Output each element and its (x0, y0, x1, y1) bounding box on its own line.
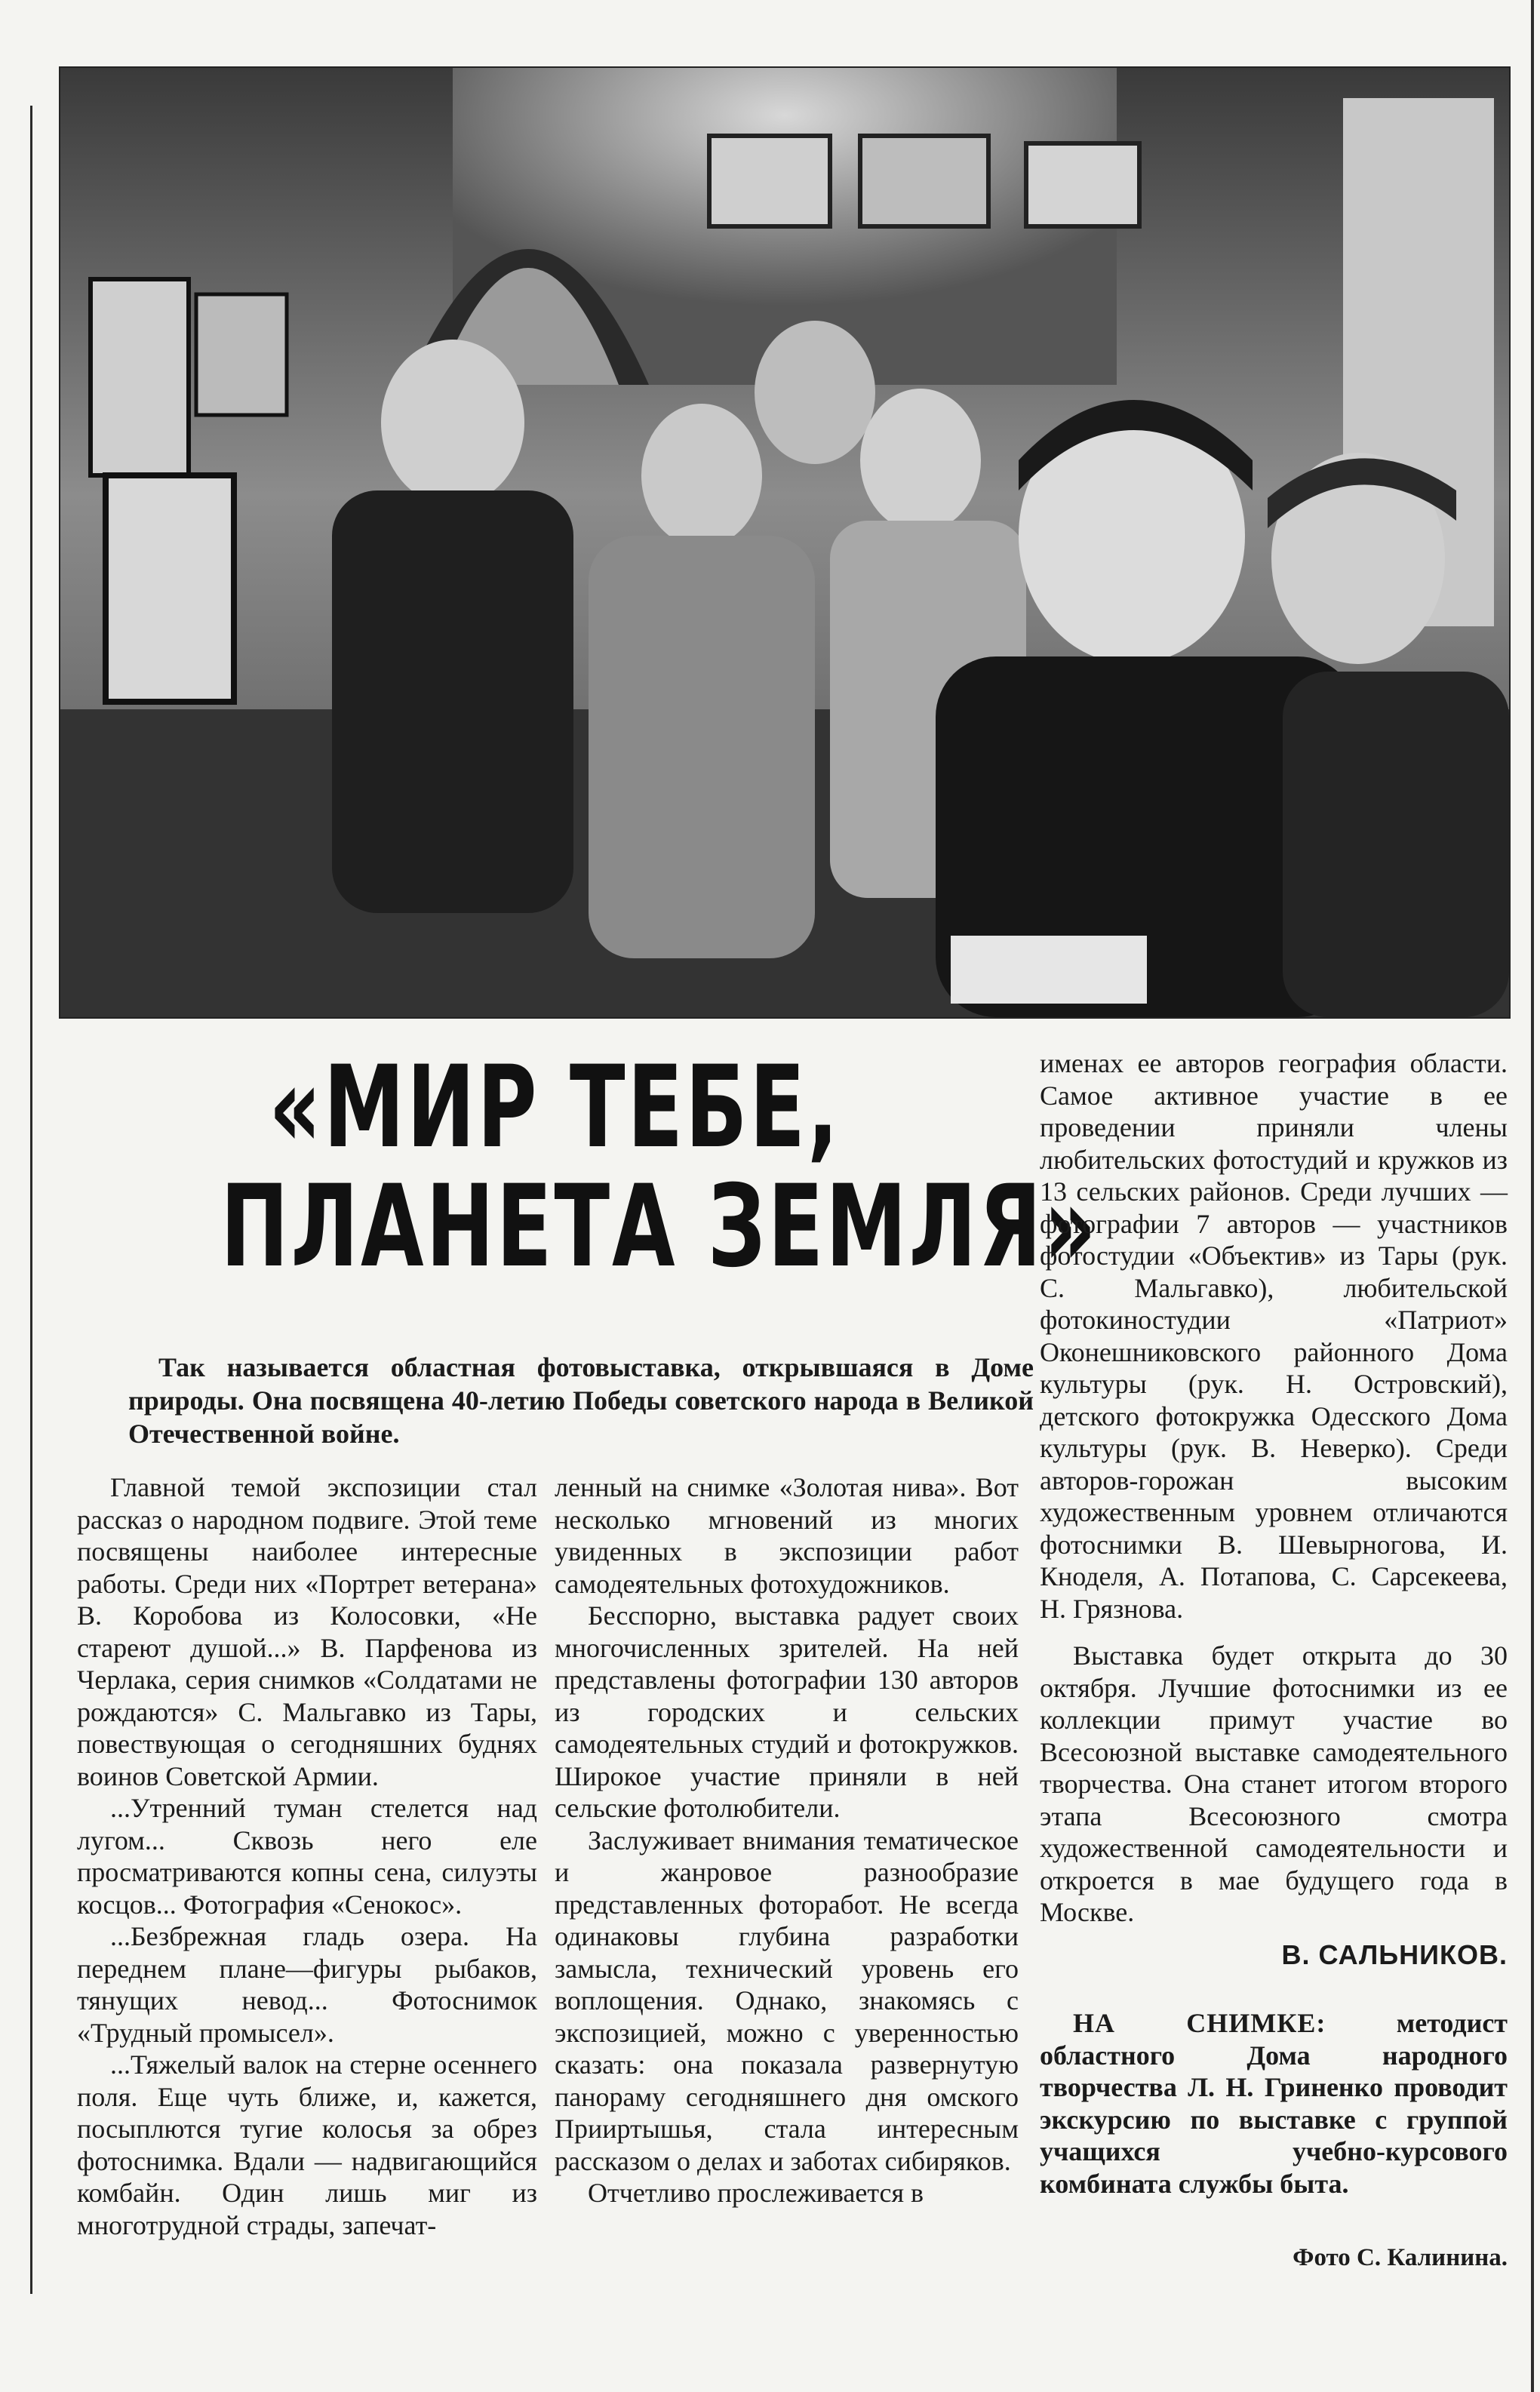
column-rule-right (1531, 0, 1534, 2392)
column-rule-left (30, 106, 32, 2294)
photo-credit: Фото С. Калинина. (1293, 2244, 1508, 2271)
paragraph: Отчетливо прослеживается в (588, 2178, 924, 2208)
headline-line-2: ПЛАНЕТА ЗЕМЛЯ» (220, 1161, 1099, 1293)
author-signature: В. САЛЬНИКОВ. (1281, 1939, 1508, 1970)
headline-line-1: «МИР ТЕБЕ, (269, 1042, 841, 1173)
paragraph: ленный на снимке «Золотая нива». Вот несколько мгновений из многих увиденных в экспозиции работ самодеятельных фотохудожников. (555, 1472, 1019, 1599)
paragraph: Главной темой экспозиции стал рассказ о народном подвиге. Этой теме посвящены наиболее интересные работы. Среди них «Портрет ветерана» В. Коробова из Колосовки, «Не стареют душой...» В. Парфенова из Черлака, серия снимков «Солдатами не рождаются» С. Мальгавко из Тары, повествующая о сегодняшних буднях воинов Советской Армии. (77, 1472, 537, 1791)
text-column-3 (1040, 1047, 1508, 2274)
article-headline (91, 1042, 1099, 1293)
paragraph: ...Тяжелый валок на стерне осеннего поля. Еще чуть ближе, и, кажется, посыплются тугие колосья за обрез фотоснимка. Вдали — надвигающийся комбайн. Один лишь миг из многотрудной страды, запечат- (77, 2049, 537, 2240)
text-column-1 (77, 1471, 537, 2241)
paragraph: Заслуживает внимания тематическое и жанровое разнообразие представленных фоторабот. Не всегда одинаковы глубина разработки замысла, технический уровень его воплощения. Однако, знакомясь с экспозицией, можно с уверенностью сказать: она показала развернутую панораму сегодняшнего дня омского Прииртышья, стала интересным рассказом о делах и заботах сибиряков. (555, 1825, 1019, 2176)
paragraph: Выставка будет открыта до 30 октября. Лучшие фотоснимки из ее коллекции примут участие во Всесоюзной выставке самодеятельного творчества. Она станет итогом второго этапа Всесоюзного смотра художественной самодеятельности и откроется в мае будущего года в Москве. (1040, 1640, 1508, 1927)
paragraph: именах ее авторов география области. Самое активное участие в ее проведении приняли члены любительских фотостудий и кружков из 13 сельских районов. Среди лучших — фотографии 7 авторов — участников фотостудии «Объектив» из Тары (рук. С. Мальгавко), любительской фотокиностудии «Патриот» Оконешниковского районного Дома культуры (рук. Н. Островский), детского фотокружка Одесского Дома культуры (рук. В. Неверко). Среди авторов-горожан высоким художественным уровнем отличаются фотоснимки В. Шевырногова, И. Кноделя, А. Потапова, С. Сарсекеева, Н. Грязнова. (1040, 1048, 1508, 1624)
exhibition-photo-illustration (60, 68, 1509, 1017)
article-lead: Так называется областная фотовыставка, открывшаяся в Доме природы. Она посвящена 40-летию Победы советского народа в Великой Отечественной войне. (128, 1352, 1034, 1449)
caption-text: методист областного Дома народного творчества Л. Н. Гриненко проводит экскурсию по выставке с группой учащихся учебно-курсового комбината службы быта. (1040, 2008, 1508, 2199)
paragraph: ...Утренний туман стелется над лугом... Сквозь него еле просматриваются копны сена, силуэты косцов... Фотография «Сенокос». (77, 1793, 537, 1920)
paragraph: ...Безбрежная гладь озера. На переднем плане—фигуры рыбаков, тянущих невод... Фотоснимок «Трудный промысел». (77, 1921, 537, 2048)
text-column-2 (555, 1471, 1019, 2209)
photo-caption (1040, 2007, 1508, 2200)
paragraph: Бесспорно, выставка радует своих многочисленных зрителей. На ней представлены фотографии 130 авторов из городских и сельских самодеятельных студий и фотокружков. Широкое участие приняли в ней сельские фотолюбители. (555, 1600, 1019, 1823)
exhibition-photo (59, 66, 1511, 1019)
caption-label: НА СНИМКЕ: (1073, 2008, 1326, 2038)
